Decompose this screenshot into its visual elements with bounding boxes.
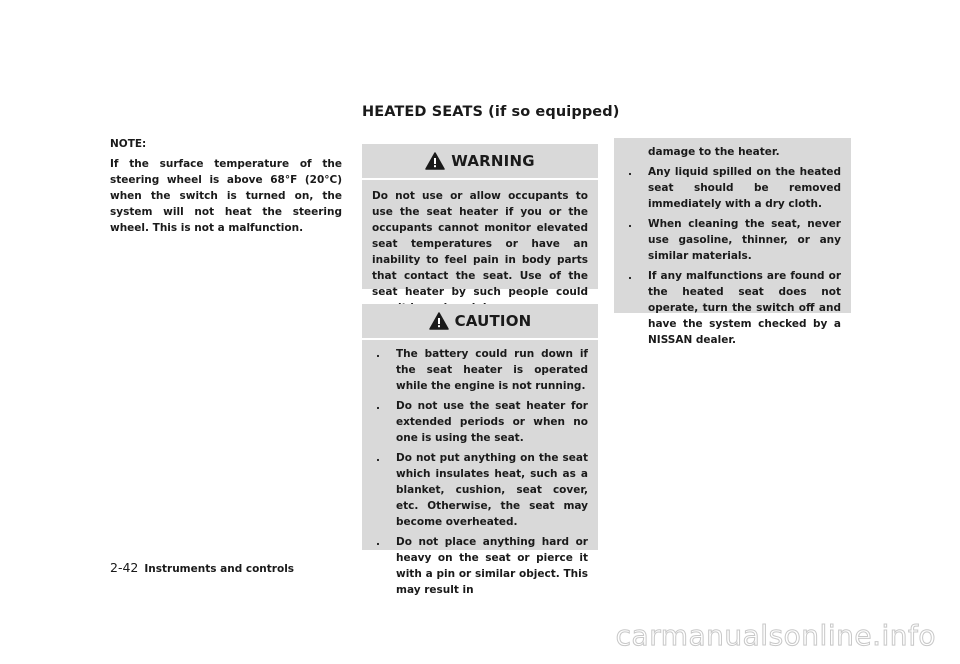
bullet: . [628, 218, 632, 230]
note-heading: NOTE: [110, 138, 147, 150]
list-item [624, 268, 841, 348]
bullet: . [628, 166, 632, 178]
list-item [372, 534, 588, 598]
section-title: HEATED SEATS (if so equipped) [362, 104, 620, 120]
caution-continued-box [614, 138, 851, 346]
continuation-text: damage to the heater. [648, 146, 780, 158]
list-item-text: If any malfunctions are found or the heated seat does not operate, turn the switch off and have the system checked by a NISSAN dealer. [648, 270, 841, 346]
warning-triangle-icon [429, 312, 449, 330]
list-item-text: Do not put anything on the seat which insulates heat, such as a blanket, cushion, seat cover, etc. Otherwise, the seat may become overheated. [396, 452, 588, 528]
bullet: . [376, 452, 380, 464]
note-body: If the surface temperature of the steering wheel is above 68°F (20°C) when the switch is turned on, the system will not heat the steering wheel. This is not a malfunction. [110, 158, 342, 234]
list-item-text: Do not place anything hard or heavy on the seat or pierce it with a pin or similar object. This may result in [396, 536, 588, 596]
caution-box [362, 304, 598, 596]
caution-continued-list [614, 138, 851, 358]
bullet: . [376, 536, 380, 548]
caution-title: CAUTION [454, 312, 532, 330]
list-item-text: Do not use the seat heater for extended periods or when no one is using the seat. [396, 400, 588, 444]
note-block [110, 136, 342, 236]
caution-banner [362, 304, 598, 340]
warning-triangle-icon [425, 152, 445, 170]
list-item [624, 216, 841, 264]
list-item [372, 346, 588, 394]
warning-body: Do not use or allow occupants to use the seat heater if you or the occupants cannot monitor elevated seat temperatures or have an inability to feel pain in body parts that contact the seat. Use of the seat heater by such people could [372, 190, 588, 298]
caution-list [362, 340, 598, 610]
page-number: 2-42 [110, 560, 139, 575]
list-item-text: When cleaning the seat, never use gasoline, thinner, or any similar materials. [648, 218, 841, 262]
bullet: . [628, 270, 632, 282]
warning-box [362, 144, 598, 298]
bullet: . [376, 400, 380, 412]
warning-banner [362, 144, 598, 180]
bullet: . [376, 348, 380, 360]
chapter-title: Instruments and controls [144, 563, 295, 575]
list-item [372, 450, 588, 530]
list-item-text: Any liquid spilled on the heated seat should be removed immediately with a dry cloth. [648, 166, 841, 210]
page-footer [110, 560, 294, 575]
watermark: carmanualsonline.info [615, 619, 936, 652]
list-item [624, 164, 841, 212]
list-item [372, 398, 588, 446]
warning-title: WARNING [451, 152, 535, 170]
list-item-text: The battery could run down if the seat heater is operated while the engine is not running. [396, 348, 588, 392]
